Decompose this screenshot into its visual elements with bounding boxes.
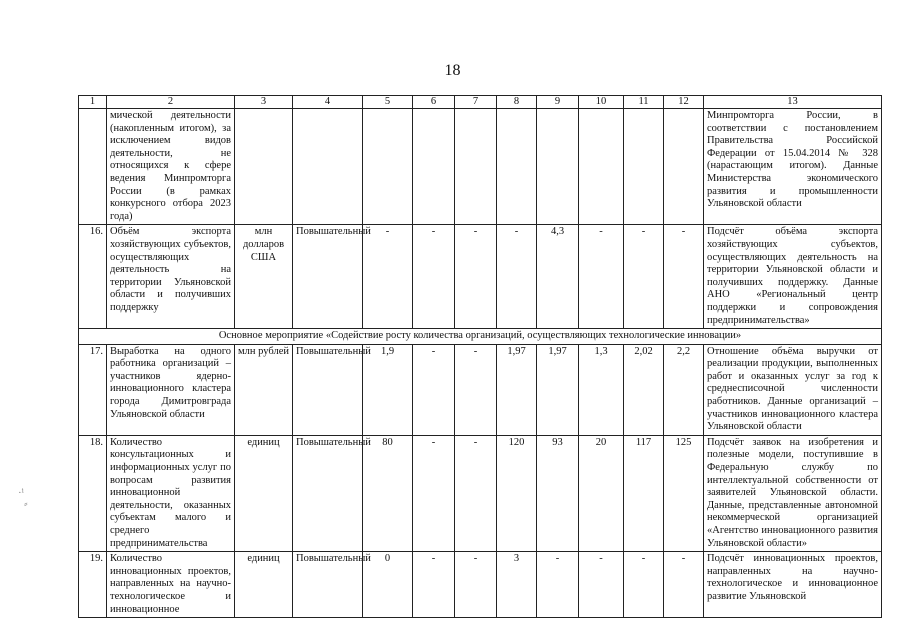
value-cell: 1,97 xyxy=(497,344,537,435)
value-cell: 1,3 xyxy=(579,344,624,435)
value-cell: - xyxy=(455,552,497,618)
row-number: 17. xyxy=(79,344,107,435)
value-cell: 3 xyxy=(497,552,537,618)
table-row xyxy=(79,344,882,435)
value-cell: - xyxy=(497,225,537,329)
direction-cell: Повышательный xyxy=(293,435,363,551)
indicator-method-note: Отношение объёма выручки от реализации продукции, выполненных работ и оказанных услуг за год к среднесписочной численности работников. Данные организаций – участников инновационного кластера Ульяновской области xyxy=(704,344,882,435)
row-number: 19. xyxy=(79,552,107,618)
page-number: 18 xyxy=(444,62,461,79)
value-cell: 80 xyxy=(363,435,413,551)
row-number: 18. xyxy=(79,435,107,551)
unit-cell: млн рублей xyxy=(235,344,293,435)
indicator-method-note: Подсчёт заявок на изобретения и полезные модели, поступившие в Федеральную службу по интеллектуальной собственности от заявителей Ульяновской области. Данные, представленные автономной некоммерческой организацией «Агентство инновационного развития Ульяновской области» xyxy=(704,435,882,551)
table-row xyxy=(79,109,882,225)
col-header: 13 xyxy=(704,96,882,109)
direction-cell: Повышательный xyxy=(293,225,363,329)
section-row xyxy=(79,329,882,345)
col-header: 4 xyxy=(293,96,363,109)
value-cell: 120 xyxy=(497,435,537,551)
col-header: 8 xyxy=(497,96,537,109)
indicator-description: Количество инновационных проектов, направленных на научно-технологическое и инновационное xyxy=(107,552,235,618)
col-header: 3 xyxy=(235,96,293,109)
value-cell: - xyxy=(664,225,704,329)
value-cell: 1,9 xyxy=(363,344,413,435)
direction-cell: Повышательный xyxy=(293,344,363,435)
col-header: 12 xyxy=(664,96,704,109)
col-header: 5 xyxy=(363,96,413,109)
indicator-description: мической деятельности (накопленным итогом), за исключением видов деятельности, не относящихся к сфере ведения Минпромторга России (в рамках конкурсного отбора 2023 года) xyxy=(107,109,235,225)
value-cell: - xyxy=(455,435,497,551)
value-cell: 2,2 xyxy=(664,344,704,435)
value-cell: - xyxy=(455,225,497,329)
value-cell: - xyxy=(624,225,664,329)
value-cell: - xyxy=(664,552,704,618)
unit-cell: единиц xyxy=(235,435,293,551)
indicator-method-note: Минпромторга России, в соответствии с постановлением Правительства Российской Федерации от 15.04.2014 № 328 (нарастающим итогом). Данные Министерства экономического развития и промышленности Ульяновской области xyxy=(704,109,882,225)
indicator-description: Выработка на одного работника организаций – участников ядерно-инновационного кластера города Димитровграда Ульяновской области xyxy=(107,344,235,435)
col-header: 11 xyxy=(624,96,664,109)
value-cell: - xyxy=(363,225,413,329)
value-cell: 93 xyxy=(537,435,579,551)
value-cell: 4,3 xyxy=(537,225,579,329)
scan-artifact-mark: ·ⁱ xyxy=(18,487,24,499)
value-cell: - xyxy=(537,552,579,618)
section-title: Основное мероприятие «Содействие росту количества организаций, осуществляющих технологические инновации» xyxy=(79,329,882,345)
unit-cell: млн долларов США xyxy=(235,225,293,329)
table-row xyxy=(79,225,882,329)
indicator-method-note: Подсчёт инновационных проектов, направленных на научно-технологическое и инновационное развитие Ульяновской xyxy=(704,552,882,618)
table-row xyxy=(79,435,882,551)
col-header: 1 xyxy=(79,96,107,109)
value-cell: - xyxy=(413,344,455,435)
value-cell: 1,97 xyxy=(537,344,579,435)
scan-artifact-mark: ⸗ xyxy=(24,498,28,510)
indicator-description: Объём экспорта хозяйствующих субъектов, осуществляющих деятельность на территории Ульяновской области и получивших поддержку xyxy=(107,225,235,329)
value-cell: - xyxy=(624,552,664,618)
table-row xyxy=(79,552,882,618)
indicators-table xyxy=(78,95,882,618)
value-cell: - xyxy=(579,225,624,329)
row-number: 16. xyxy=(79,225,107,329)
value-cell: - xyxy=(413,552,455,618)
value-cell: - xyxy=(455,344,497,435)
value-cell: - xyxy=(413,435,455,551)
header-row xyxy=(79,96,882,109)
col-header: 10 xyxy=(579,96,624,109)
indicator-method-note: Подсчёт объёма экспорта хозяйствующих субъектов, осуществляющих деятельность на территории Ульяновской области и получивших поддержку. Данные АНО «Региональный центр поддержки и сопровождения предпринимательства» xyxy=(704,225,882,329)
value-cell: 117 xyxy=(624,435,664,551)
col-header: 6 xyxy=(413,96,455,109)
value-cell: 125 xyxy=(664,435,704,551)
col-header: 7 xyxy=(455,96,497,109)
col-header: 9 xyxy=(537,96,579,109)
indicator-description: Количество консультационных и информационных услуг по вопросам развития инновационной деятельности, оказанных субъектам малого и среднего предпринимательства xyxy=(107,435,235,551)
direction-cell: Повышательный xyxy=(293,552,363,618)
value-cell: 20 xyxy=(579,435,624,551)
unit-cell: единиц xyxy=(235,552,293,618)
col-header: 2 xyxy=(107,96,235,109)
value-cell: - xyxy=(579,552,624,618)
value-cell: - xyxy=(413,225,455,329)
value-cell: 2,02 xyxy=(624,344,664,435)
value-cell: 0 xyxy=(363,552,413,618)
